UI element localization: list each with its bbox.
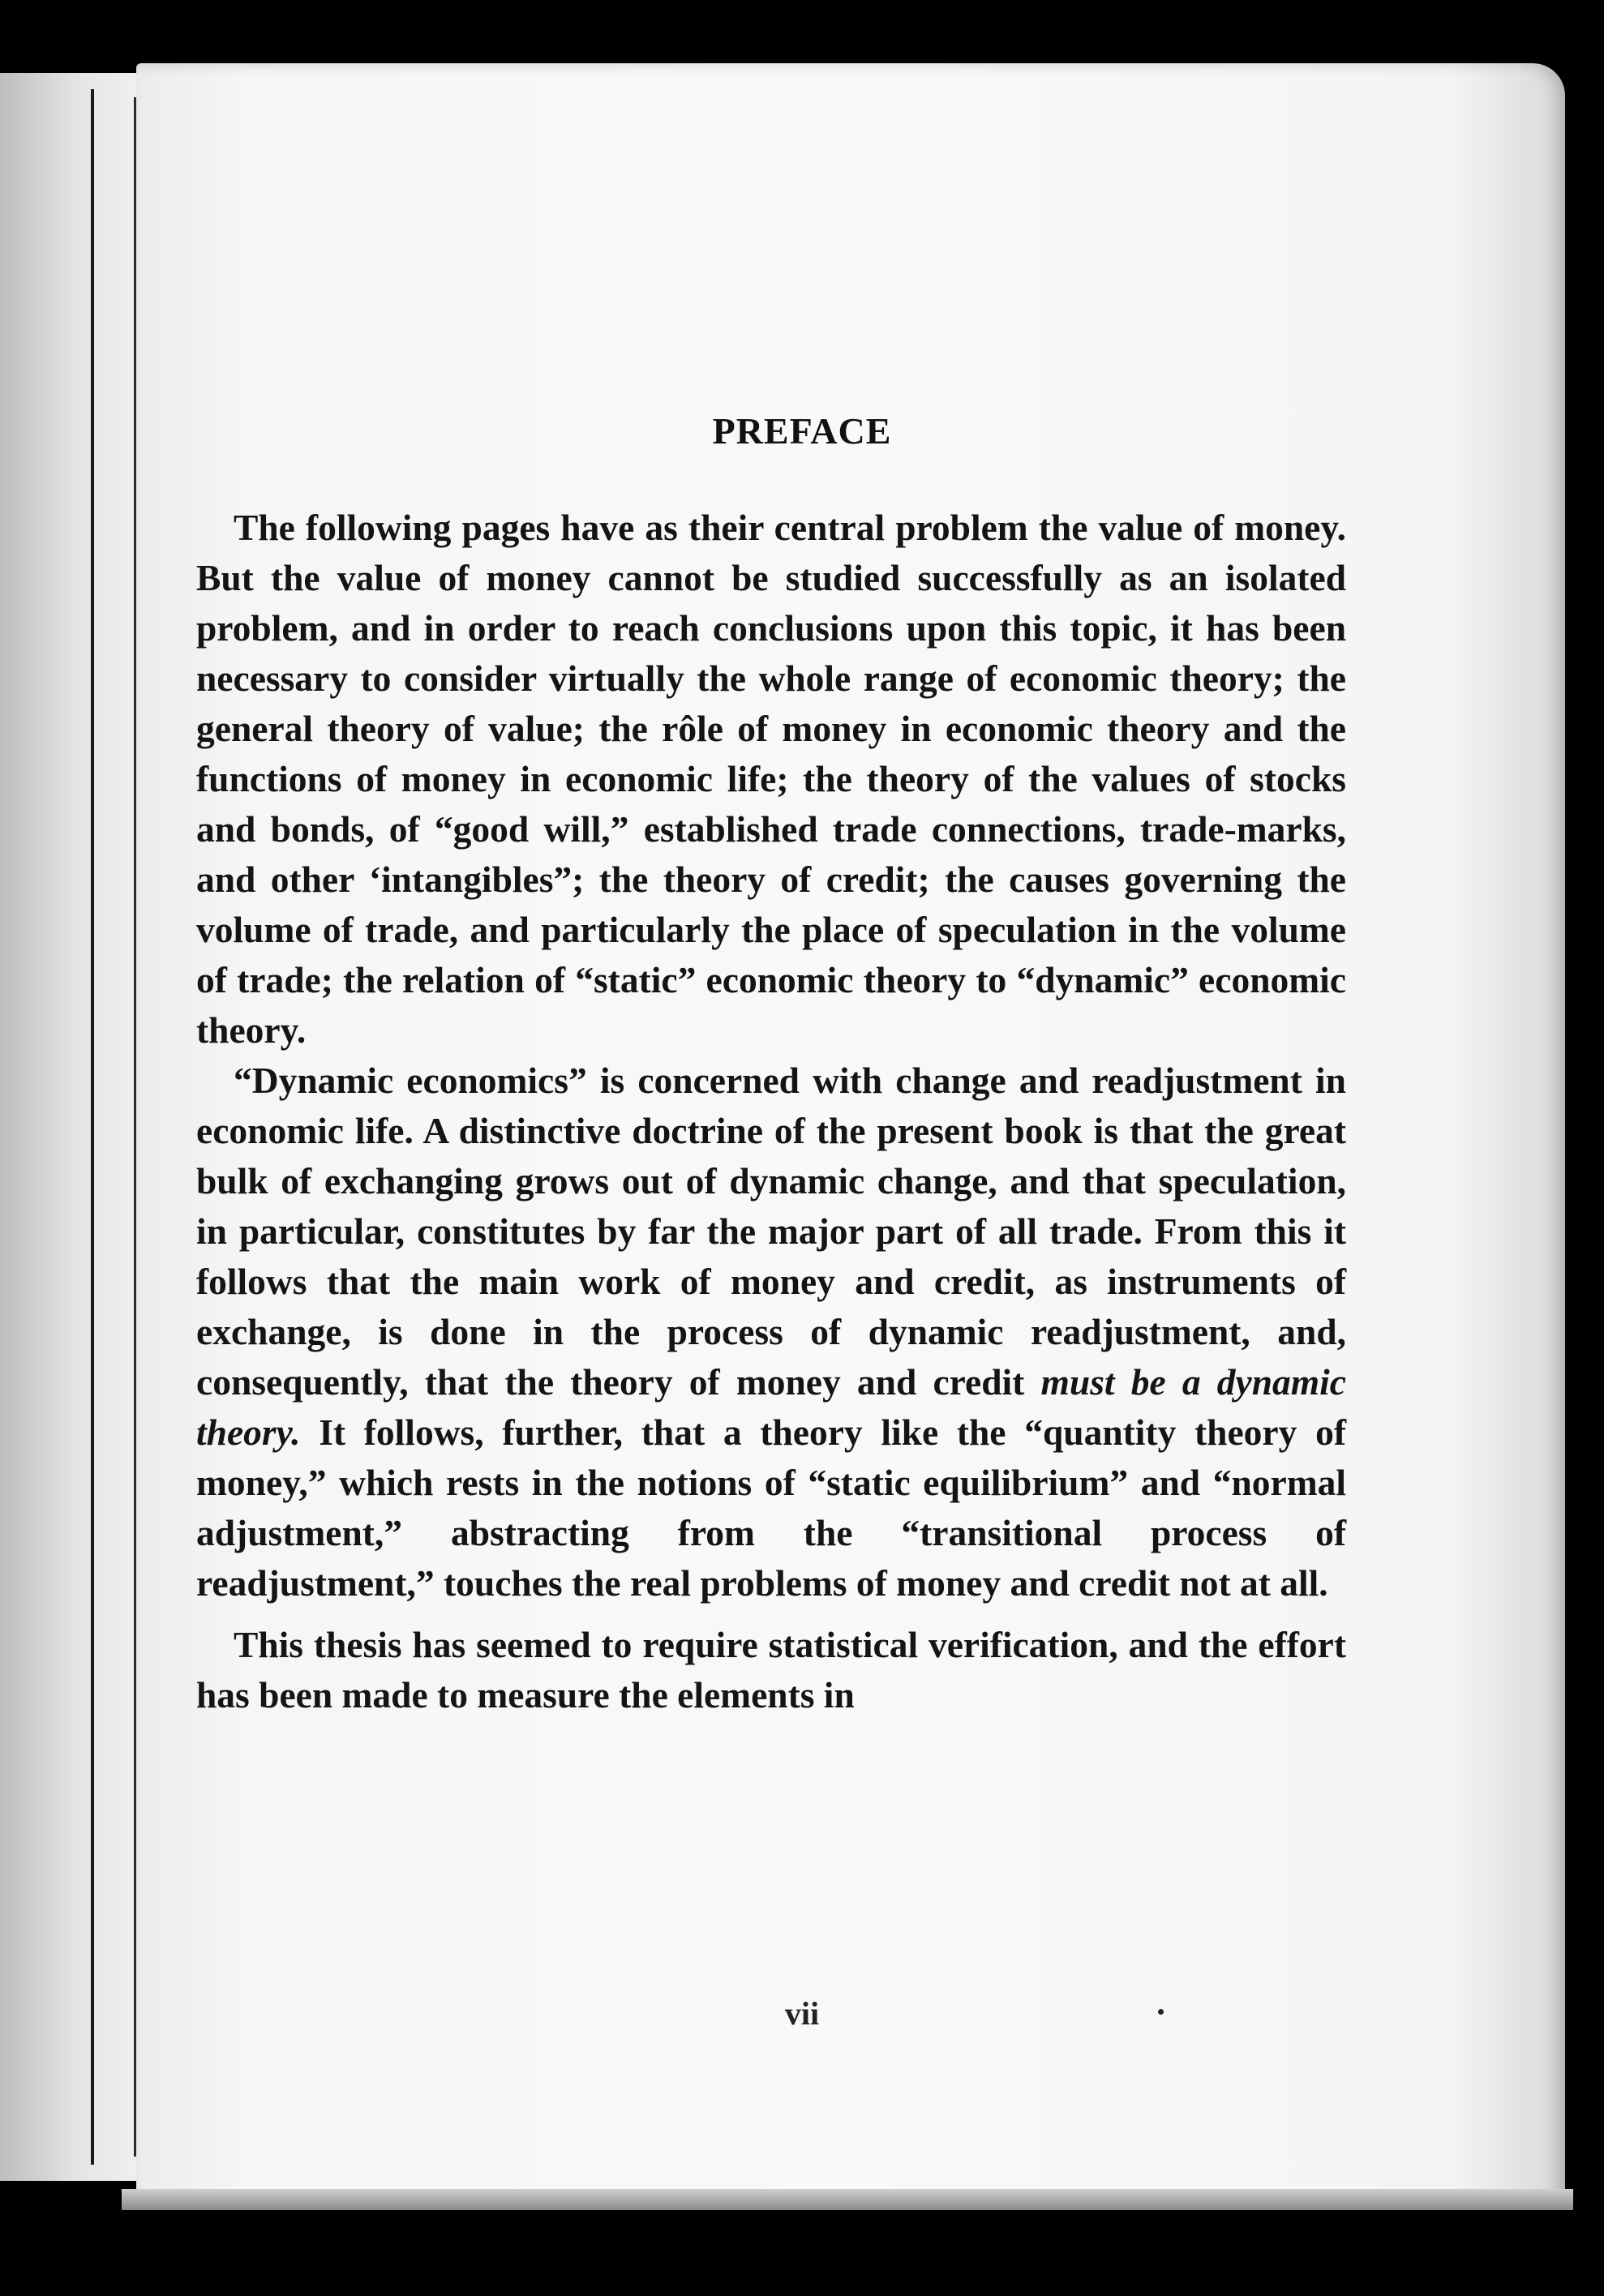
emphasis-text: must be a dynamic theory. [196,1361,1347,1453]
scan-speck [1158,2009,1164,2015]
paragraph-1: The following pages have as their central problem the value of money. But the value of money cannot be studied successfully as an isolated problem, and in order to reach conclusions upon this topic, it has been necessary to consider virtually the whole range of economic theory; the general theory of value; the rôle of money in economic theory and the functions of money in economic life; the theory of the values of stocks and bonds, of “good will,” established trade connections, trade-marks, and other ‘intangibles”; the theory of credit; the causes governing the volume of trade, and particularly the place of speculation in the volume of trade; the relation of “static” economic theory to “dynamic” economic theory. [196,507,1346,1051]
page-stack-edge [122,2189,1573,2210]
page-title: PREFACE [712,410,892,452]
page-number: vii [784,1995,820,2032]
paragraph-3: This thesis has seemed to require statistical verification, and the effort has been made to measure the elements in [196,1624,1346,1716]
paragraph-2 [196,1056,1346,1608]
gutter-shadow [91,89,94,2165]
facing-page-edge [0,73,138,2181]
paragraph-2-text: “Dynamic economics” is concerned with change and readjustment in economic life. A distinctive doctrine of the present book is that the great bulk of exchanging grows out of dynamic change, and that speculation, in particular, constitutes by far the major part of all trade. From this it follows that the main work of money and credit, as instruments of exchange, is done in the process of dynamic readjustment, and, consequently, that the theory of money and credit [196,1060,1346,1403]
paragraph-2-tail: It follows, further, that a theory like the “quantity theory of money,” which rests in the notions of “static equilibrium” and “normal adjustment,” abstracting from the “transitional process of readjustment,” touches the real problems of money and credit not at all. [196,1411,1346,1604]
page-body [196,503,1346,1720]
